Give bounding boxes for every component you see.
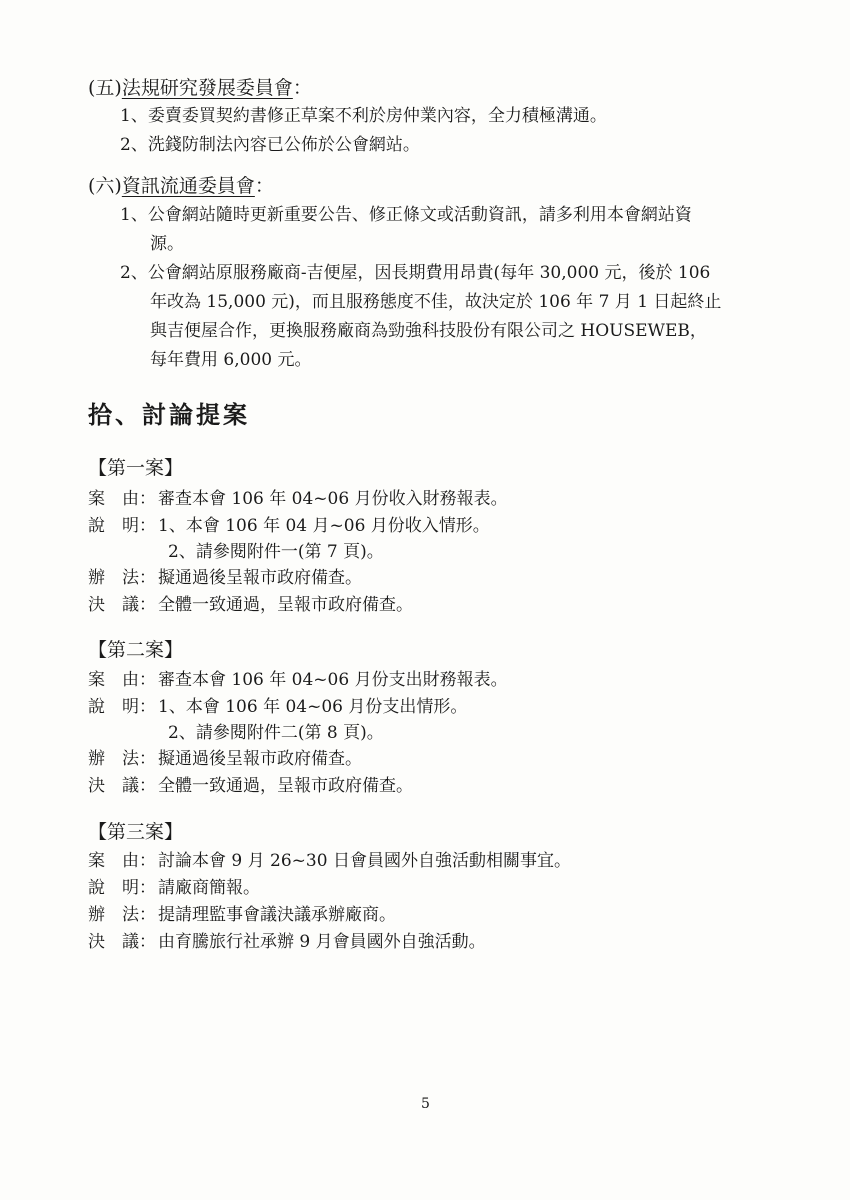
case-3-reason-text: 討論本會 9 月 26~30 日會員國外自強活動相關事宜。 [158,851,571,871]
section-6-title: 資訊流通委員會 [121,175,255,197]
discussion-heading: 拾、討論提案 [88,400,250,429]
section-6-item-2-line-1: 2、公會網站原服務廠商-吉便屋，因長期費用昂貴(每年 30,000 元，後於 106 [120,263,711,283]
case-3-reason-label: 案 由： [88,851,156,871]
case-1-method-label: 辦 法： [88,568,156,588]
section-5-heading [88,76,312,100]
case-2-reason-text: 審查本會 106 年 04~06 月份支出財務報表。 [158,670,508,690]
case-1-explain-text-2: 2、請參閱附件一(第 7 頁)。 [168,542,384,562]
case-2-resolution-label: 決 議： [88,776,156,796]
section-5-prefix: (五) [88,77,122,99]
case-2-method [88,747,362,771]
case-1-resolution [88,593,413,617]
case-3-explain-label: 說 明： [88,878,156,898]
case-1-reason-label: 案 由： [88,489,156,509]
case-1-method-text: 擬通過後呈報市政府備查。 [158,568,362,588]
case-1-method [88,566,362,590]
section-5-title: 法規研究發展委員會 [121,77,293,99]
case-1-title: 【第一案】 [88,457,184,479]
case-2-resolution [88,774,413,798]
case-1-reason-text: 審查本會 106 年 04~06 月份收入財務報表。 [158,489,508,509]
case-2-method-label: 辦 法： [88,749,156,769]
case-3-resolution [88,930,486,954]
case-1-resolution-label: 決 議： [88,595,156,615]
section-5-item-2: 2、洗錢防制法內容已公佈於公會網站。 [120,135,420,155]
case-3-resolution-text: 由育騰旅行社承辦 9 月會員國外自強活動。 [158,932,486,952]
case-1-explain-label: 說 明： [88,516,156,536]
page-number: 5 [421,1096,430,1112]
case-2-reason-label: 案 由： [88,670,156,690]
case-2-explain-label: 說 明： [88,697,156,717]
case-3-resolution-label: 決 議： [88,932,156,952]
case-2-method-text: 擬通過後呈報市政府備查。 [158,749,362,769]
case-3-method-label: 辦 法： [88,905,156,925]
section-6-heading [88,174,274,198]
case-3-method [88,903,396,927]
case-1-explain [88,514,490,538]
section-6-item-1-line-1: 1、公會網站隨時更新重要公告、修正條文或活動資訊，請多利用本會網站資 [120,205,692,225]
section-6-prefix: (六) [88,175,122,197]
section-6-item-2-line-3: 與吉便屋合作，更換服務廠商為勁強科技股份有限公司之 HOUSEWEB， [150,321,707,341]
section-5-suffix: ： [292,77,312,99]
case-3-explain-text-1: 請廠商簡報。 [158,878,260,898]
case-2-reason [88,668,508,692]
section-6-item-2-line-2: 年改為 15,000 元)，而且服務態度不佳，故決定於 106 年 7 月 1 日起終止 [150,292,722,312]
section-6-item-2-line-4: 每年費用 6,000 元。 [150,350,312,370]
case-3-method-text: 提請理監事會議決議承辦廠商。 [158,905,396,925]
section-6-item-1-line-2: 源。 [150,234,184,254]
case-2-resolution-text: 全體一致通過，呈報市政府備查。 [158,776,413,796]
section-5-item-1: 1、委賣委買契約書修正草案不利於房仲業內容，全力積極溝通。 [120,106,607,126]
case-2-explain-text-1: 1、本會 106 年 04~06 月份支出情形。 [158,697,468,717]
section-6-suffix: ： [254,175,274,197]
case-3-reason [88,849,571,873]
case-1-explain-text-1: 1、本會 106 年 04 月~06 月份收入情形。 [158,516,490,536]
case-2-title: 【第二案】 [88,639,184,661]
case-2-explain-text-2: 2、請參閱附件二(第 8 頁)。 [168,723,384,743]
case-2-explain [88,695,467,719]
case-3-title: 【第三案】 [88,821,184,843]
case-1-reason [88,487,508,511]
case-1-resolution-text: 全體一致通過，呈報市政府備查。 [158,595,413,615]
case-3-explain [88,876,260,900]
